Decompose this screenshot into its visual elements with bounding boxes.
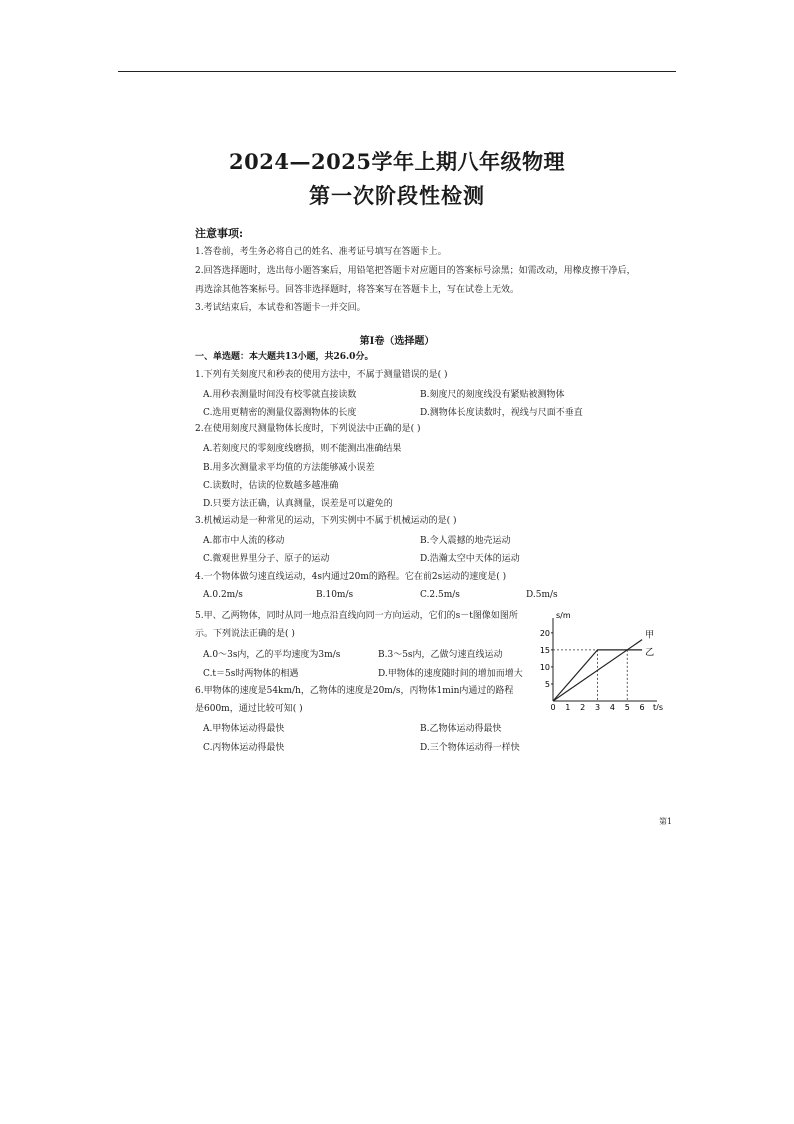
question-2-option-a: A.若刻度尺的零刻度线磨损，则不能测出准确结果 <box>203 444 402 454</box>
question-5-option-a: A.0～3s内，乙的平均速度为3m/s <box>203 650 341 660</box>
question-3-option-c: C.微观世界里分子、原子的运动 <box>203 554 330 564</box>
question-2-option-b: B.用多次测量求平均值的方法能够减小误差 <box>203 463 375 473</box>
top-rule <box>118 71 676 72</box>
question-1-option-b: B.刻度尺的刻度线没有紧贴被测物体 <box>420 390 565 400</box>
question-1-option-d: D.测物体长度读数时，视线与尺面不垂直 <box>420 408 583 418</box>
question-1-stem: 1.下列有关刻度尺和秒表的使用方法中，不属于测量错误的是( ) <box>195 370 448 380</box>
question-6-option-b: B.乙物体运动得最快 <box>420 724 502 734</box>
question-4-option-b: B.10m/s <box>316 590 354 600</box>
question-2-option-d: D.只要方法正确，认真测量，误差是可以避免的 <box>203 499 393 509</box>
y-tick-label: 10 <box>539 662 550 672</box>
question-5-stem: 5.甲、乙两物体，同时从同一地点沿直线向同一方向运动，它们的s－t图像如图所 <box>195 611 518 621</box>
question-5-option-d: D.甲物体的速度随时间的增加而增大 <box>378 669 523 679</box>
question-3-option-a: A.都市中人流的移动 <box>203 536 285 546</box>
x-tick-label: 4 <box>609 703 615 710</box>
part-heading: 一、单选题：本大题共13小题，共26.0分。 <box>195 352 374 362</box>
notes-heading: 注意事项: <box>195 227 244 240</box>
question-6-option-a: A.甲物体运动得最快 <box>203 724 285 734</box>
question-2-stem: 2.在使用刻度尺测量物体长度时，下列说法中正确的是( ) <box>195 424 421 434</box>
question-1-option-a: A.用秒表测量时间没有校零就直接读数 <box>203 390 357 400</box>
series-label-0: 甲 <box>645 630 655 641</box>
question-5-option-c: C.t＝5s时两物体的相遇 <box>203 669 299 679</box>
question-4-option-c: C.2.5m/s <box>420 590 460 600</box>
question-6-option-d: D.三个物体运动得一样快 <box>420 743 520 753</box>
section-title: 第Ⅰ卷（选择题） <box>359 336 435 347</box>
x-tick-label: 3 <box>594 703 601 710</box>
question-4-stem: 4.一个物体做匀速直线运动，4s内通过20m的路程。它在前2s运动的速度是( ) <box>195 572 507 582</box>
question-3-option-d: D.浩瀚太空中天体的运动 <box>420 554 520 564</box>
question-5-stem-cont: 示。下列说法正确的是( ) <box>195 629 295 639</box>
note-item: 2.回答选择题时，选出每小题答案后，用铅笔把答题卡对应题目的答案标号涂黑；如需改动，用橡皮擦干净后， <box>195 266 636 276</box>
question-1-option-c: C.选用更精密的测量仪器测物体的长度 <box>203 408 357 418</box>
y-tick-label: 20 <box>539 628 550 638</box>
x-tick-label: 0 <box>550 703 556 710</box>
question-3-stem: 3.机械运动是一种常见的运动，下列实例中不属于机械运动的是( ) <box>195 516 457 526</box>
x-tick-label: 2 <box>580 703 586 710</box>
series-label-1: 乙 <box>645 647 655 658</box>
note-item: 1.答卷前，考生务必将自己的姓名、准考证号填写在答题卡上。 <box>195 247 447 257</box>
question-3-option-b: B.令人震撼的地壳运动 <box>420 536 511 546</box>
x-axis-label: t/s <box>653 703 663 710</box>
y-tick-label: 15 <box>539 645 550 655</box>
question-6-stem-cont: 是600m，通过比较可知( ) <box>195 704 303 714</box>
x-tick-label: 5 <box>624 703 630 710</box>
x-tick-label: 1 <box>565 703 571 710</box>
st-graph <box>535 610 665 710</box>
page-number: 第1 <box>659 817 673 826</box>
question-4-option-a: A.0.2m/s <box>203 590 243 600</box>
question-6-option-c: C.丙物体运动得最快 <box>203 743 285 753</box>
question-5-option-b: B.3～5s内，乙做匀速直线运动 <box>378 650 503 660</box>
question-2-option-c: C.读数时，估读的位数越多越准确 <box>203 481 339 491</box>
x-tick-label: 6 <box>639 703 645 710</box>
y-axis-label: s/m <box>556 611 571 620</box>
exam-subtitle: 第一次阶段性检测 <box>309 183 485 208</box>
note-item: 3.考试结束后，本试卷和答题卡一并交回。 <box>195 303 366 313</box>
question-6-stem: 6.甲物体的速度是54km/h，乙物体的速度是20m/s，丙物体1min内通过的路程 <box>195 686 514 696</box>
y-tick-label: 5 <box>544 679 550 689</box>
question-4-option-d: D.5m/s <box>526 590 558 600</box>
exam-title: 2024—2025学年上期八年级物理 <box>229 149 565 174</box>
note-item: 再选涂其他答案标号。回答非选择题时，将答案写在答题卡上，写在试卷上无效。 <box>195 285 520 295</box>
